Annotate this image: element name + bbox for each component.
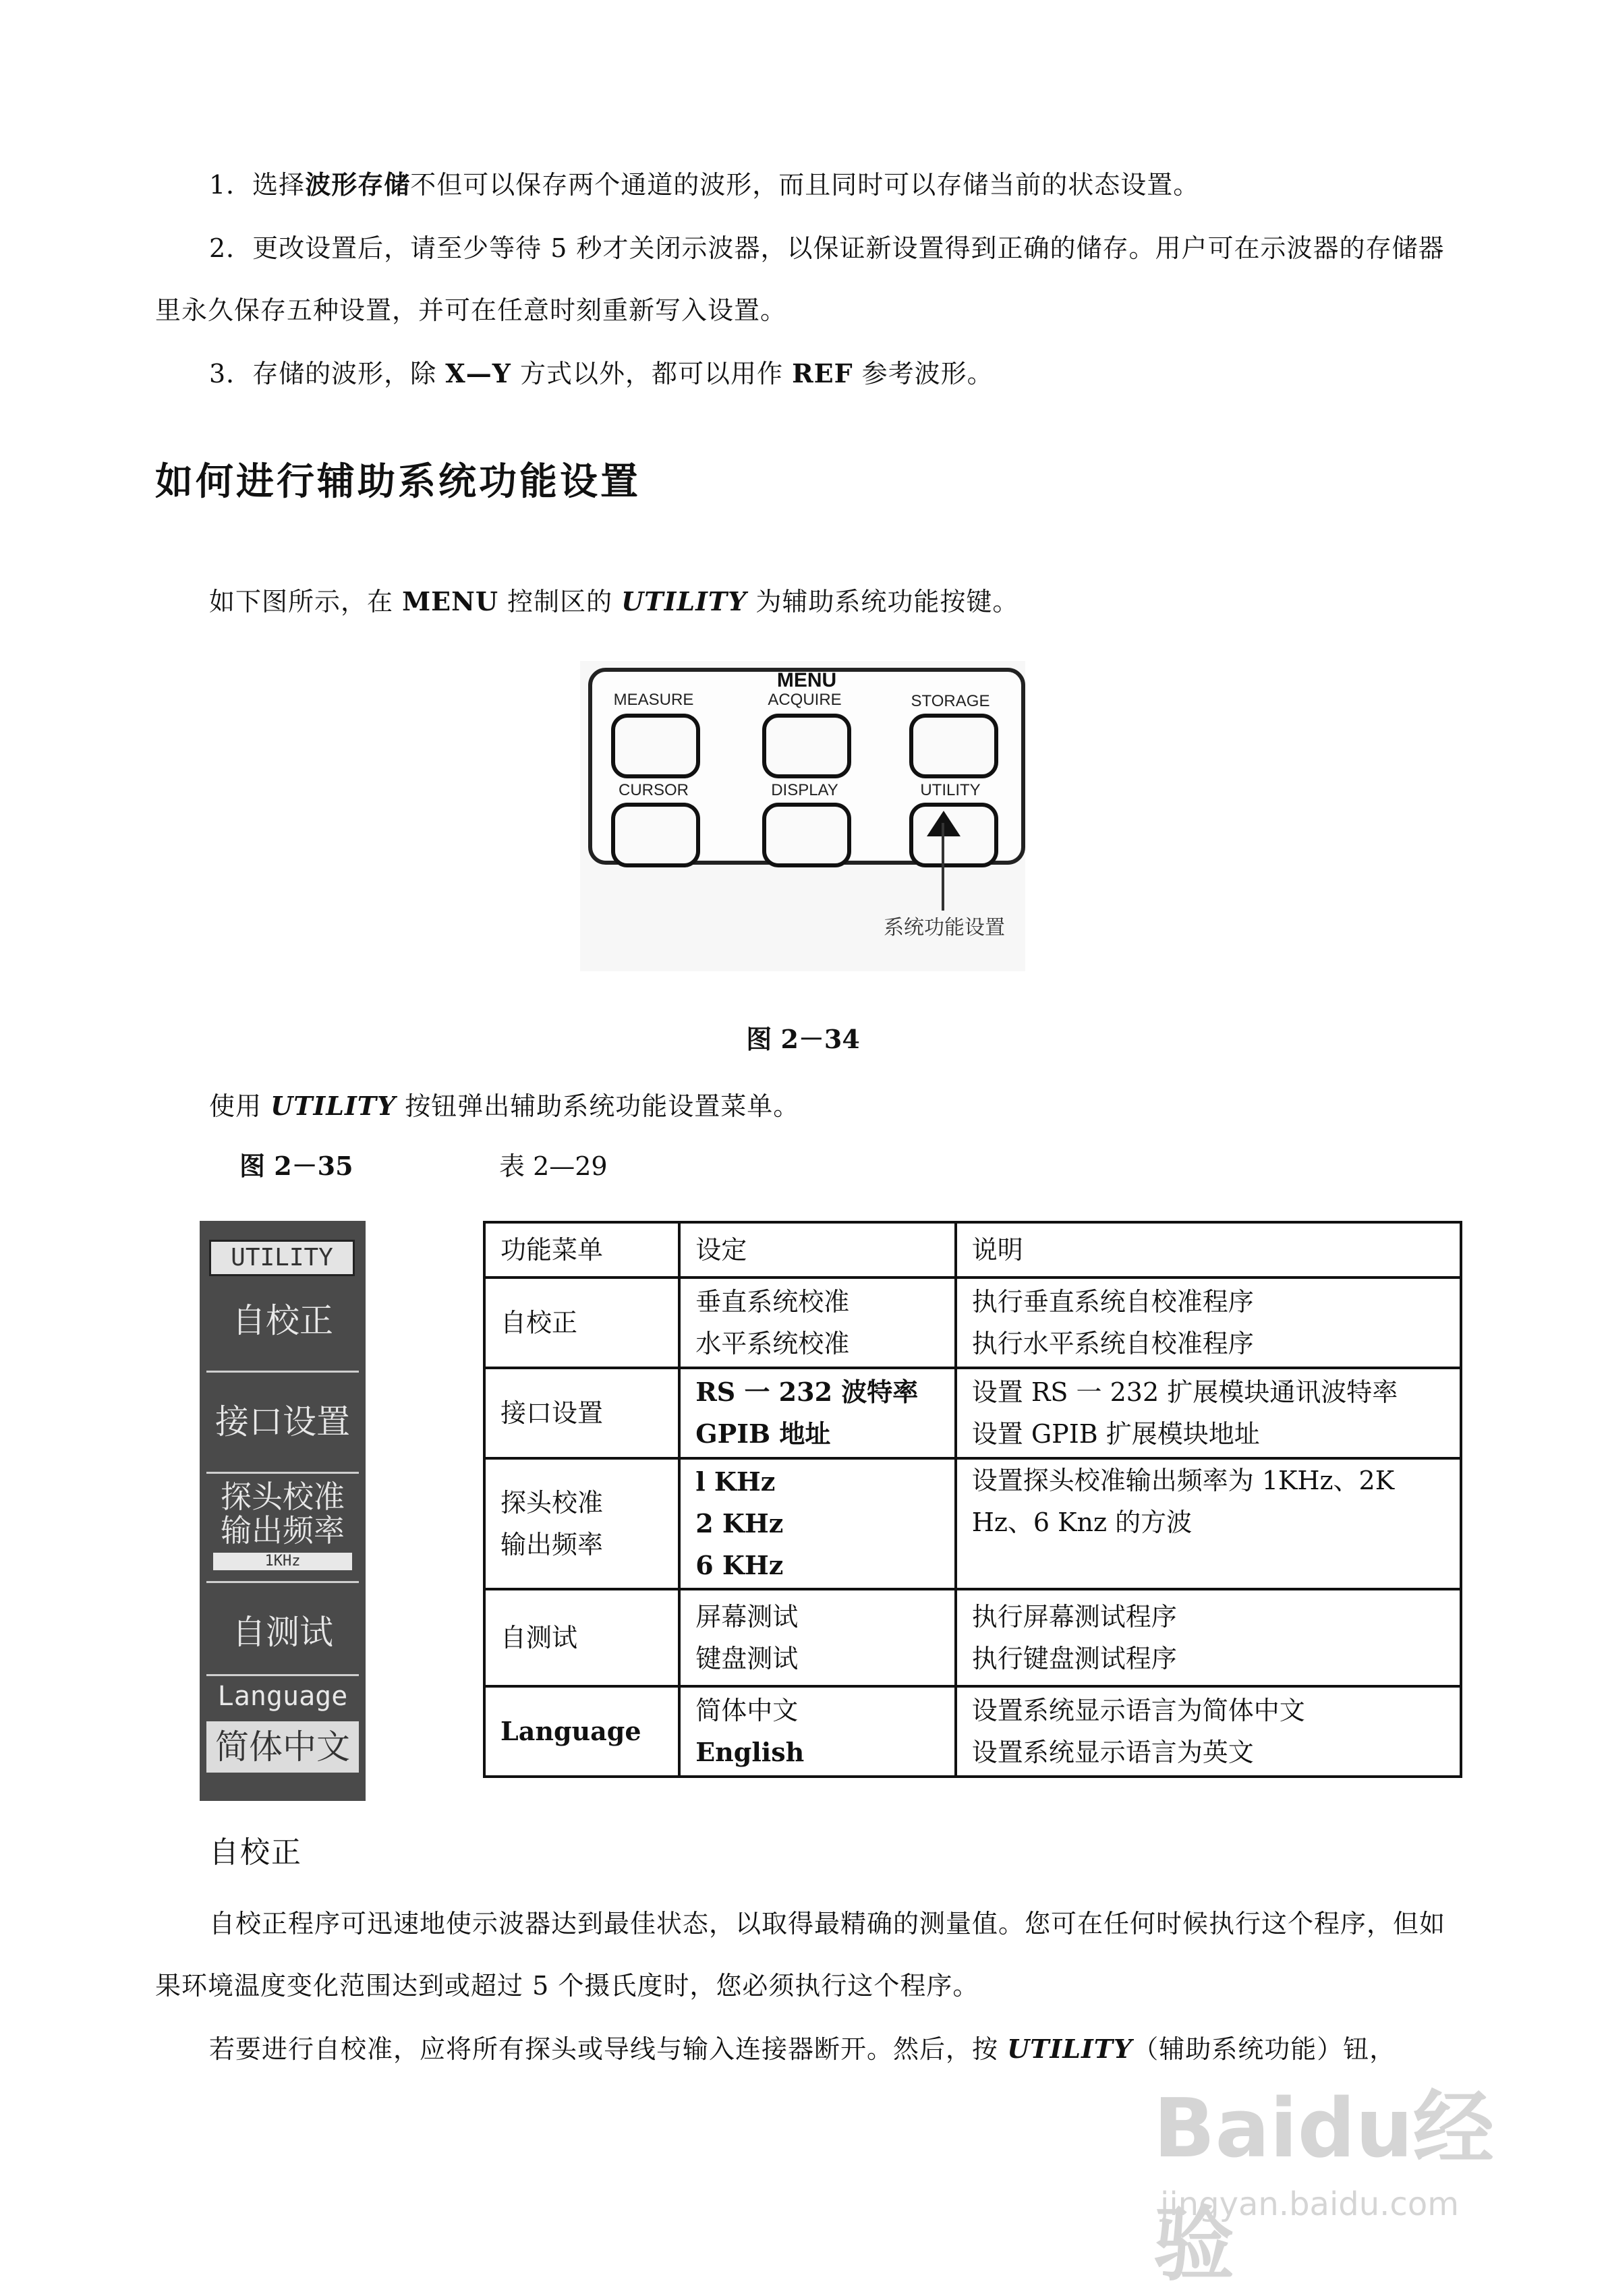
cell-line: GPIB 地址: [695, 1418, 831, 1449]
cell-line: RS 一 232 波特率: [695, 1377, 919, 1407]
cell-line: 设置 GPIB 扩展模块地址: [971, 1419, 1260, 1449]
utility-item-output-freq[interactable]: 输出频率: [221, 1512, 345, 1549]
header-description: 说明: [956, 1222, 1461, 1278]
row-func: [484, 1686, 679, 1777]
cell-line: 设置系统显示语言为简体中文: [971, 1696, 1305, 1725]
table-row: [484, 1278, 1461, 1368]
p2-text-b: （辅助系统功能）钮，: [1132, 2034, 1396, 2064]
row-settings: [679, 1589, 956, 1686]
table-row: [484, 1686, 1461, 1777]
utility-label: UTILITY: [920, 781, 981, 799]
cell-line: 自校正: [500, 1308, 578, 1338]
table-row: [484, 1458, 1461, 1589]
row-func: [484, 1458, 679, 1589]
cell-line: 水平系统校准: [695, 1329, 850, 1358]
cell-line: 输出频率: [500, 1530, 604, 1559]
cell-line: 设置系统显示语言为英文: [971, 1738, 1254, 1767]
p3-text-b: 方式以外，都可以用作: [511, 359, 793, 389]
storage-button[interactable]: [909, 714, 998, 778]
utility-header: UTILITY: [209, 1240, 355, 1276]
cell-line: 执行水平系统自校准程序: [971, 1329, 1254, 1358]
cell-line: 垂直系统校准: [695, 1287, 850, 1317]
menu-panel-figure: [580, 661, 1025, 971]
desc-menu: MENU: [402, 586, 498, 616]
paragraph-3: [155, 343, 1451, 405]
table-row: [484, 1368, 1461, 1458]
watermark-url: jingyan.baidu.com: [1160, 2185, 1459, 2223]
table-row: [484, 1589, 1461, 1686]
row-settings: [679, 1368, 956, 1458]
cell-line: 执行垂直系统自校准程序: [971, 1287, 1254, 1317]
utility-item-self-calibration[interactable]: 自校正: [232, 1301, 333, 1340]
cell-line: 设置探头校准输出频率为 1KHz、2K: [971, 1466, 1395, 1495]
p1-number: 1．选择: [209, 170, 306, 200]
cell-line: 自测试: [500, 1623, 578, 1653]
storage-label: STORAGE: [911, 692, 990, 710]
watermark-brand: Baidu经验: [1153, 2082, 1494, 2292]
cell-line: 执行屏幕测试程序: [971, 1602, 1177, 1632]
desc-utility: UTILITY: [621, 586, 747, 616]
table-header-row: [484, 1222, 1461, 1278]
figure-2-34-caption: 图 2－34: [746, 1024, 860, 1054]
cell-line: English: [695, 1737, 805, 1767]
header-function: 功能菜单: [484, 1222, 679, 1278]
row-settings: [679, 1278, 956, 1368]
cell-line: 键盘测试: [695, 1644, 799, 1673]
p2-text-a: 若要进行自校准，应将所有探头或导线与输入连接器断开。然后，按: [209, 2034, 1008, 2064]
p1-text: 不但可以保存两个通道的波形，而且同时可以存储当前的状态设置。: [410, 170, 1200, 200]
p3-text-a: 3．存储的波形，除: [209, 359, 446, 389]
paragraph-1: [155, 154, 1451, 216]
desc-text-b: 控制区的: [498, 587, 622, 616]
arrow-line: [942, 823, 944, 911]
row-settings: [679, 1686, 956, 1777]
probe-freq-value: 1KHz: [213, 1553, 352, 1570]
paragraph-2: 2．更改设置后，请至少等待 5 秒才关闭示波器，以保证新设置得到正确的储存。用户可在示波器的存储器里永久保存五种设置，并可在任意时刻重新写入设置。: [155, 233, 1445, 325]
cell-line: 简体中文: [695, 1696, 799, 1725]
section-description: [155, 571, 1451, 633]
header-setting: 设定: [679, 1222, 956, 1278]
usage-utility: UTILITY: [270, 1091, 397, 1121]
figure-2-35-caption: 图 2－35: [239, 1151, 353, 1181]
row-desc: [956, 1686, 1461, 1777]
baidu-watermark: [1147, 2064, 1524, 2292]
cell-line: 接口设置: [500, 1398, 604, 1428]
cell-line: Language: [500, 1716, 641, 1746]
display-label: DISPLAY: [771, 781, 838, 799]
row-desc: [956, 1589, 1461, 1686]
desc-text-a: 如下图所示，在: [209, 587, 403, 616]
acquire-button[interactable]: [762, 714, 851, 778]
subsection-title: 自校正: [209, 1835, 302, 1870]
arrow-caption: 系统功能设置: [884, 916, 1005, 940]
utility-separator: [206, 1371, 359, 1373]
usage-text-b: 按钮弹出辅助系统功能设置菜单。: [396, 1091, 800, 1121]
display-button[interactable]: [762, 803, 851, 867]
cursor-button[interactable]: [611, 803, 700, 867]
p3-xy: X—Y: [445, 358, 511, 389]
cell-line: 2 KHz: [695, 1508, 784, 1539]
row-desc: [956, 1278, 1461, 1368]
subsection-paragraph-1: 自校正程序可迅速地使示波器达到最佳状态，以取得最精确的测量值。您可在任何时候执行这个程序，但如果环境温度变化范围达到或超过 5 个摄氏度时，您必须执行这个程序。: [155, 1909, 1446, 2001]
menu-panel-title: MENU: [776, 669, 837, 691]
cell-line: 探头校准: [500, 1488, 604, 1518]
usage-text: [155, 1075, 1451, 1137]
row-settings: [679, 1458, 956, 1589]
cell-line: 执行键盘测试程序: [971, 1644, 1177, 1673]
utility-item-probe-cal[interactable]: 探头校准: [221, 1479, 345, 1515]
row-func: [484, 1368, 679, 1458]
p1-bold-term: 波形存储: [305, 169, 411, 200]
utility-function-table: [483, 1221, 1462, 1778]
cursor-label: CURSOR: [618, 781, 689, 799]
utility-item-interface[interactable]: 接口设置: [215, 1402, 350, 1441]
utility-item-self-test[interactable]: 自测试: [232, 1613, 333, 1652]
row-func: [484, 1589, 679, 1686]
utility-separator: [206, 1581, 359, 1583]
measure-label: MEASURE: [613, 691, 694, 709]
p2-utility: UTILITY: [1007, 2034, 1133, 2064]
acquire-label: ACQUIRE: [768, 691, 842, 709]
utility-menu-screenshot: [200, 1221, 366, 1801]
language-value[interactable]: 简体中文: [206, 1721, 359, 1773]
table-2-29-caption: 表 2—29: [499, 1151, 608, 1181]
row-desc: [956, 1458, 1461, 1589]
row-func: [484, 1278, 679, 1368]
row-desc: [956, 1368, 1461, 1458]
section-title: 如何进行辅助系统功能设置: [155, 460, 641, 504]
utility-separator: [206, 1674, 359, 1676]
utility-separator: [206, 1472, 359, 1474]
p3-ref: REF: [792, 358, 853, 389]
p3-text-c: 参考波形。: [853, 359, 994, 389]
cell-line: 6 KHz: [695, 1550, 784, 1580]
cell-line: 屏幕测试: [695, 1602, 799, 1632]
measure-button[interactable]: [611, 714, 700, 778]
cell-line: l KHz: [695, 1466, 776, 1497]
desc-text-c: 为辅助系统功能按键。: [747, 587, 1019, 616]
cell-line: Hz、6 Knz 的方波: [971, 1508, 1193, 1537]
usage-text-a: 使用: [209, 1091, 271, 1121]
utility-item-language[interactable]: Language: [217, 1681, 348, 1712]
cell-line: 设置 RS 一 232 扩展模块通讯波特率: [971, 1377, 1398, 1407]
